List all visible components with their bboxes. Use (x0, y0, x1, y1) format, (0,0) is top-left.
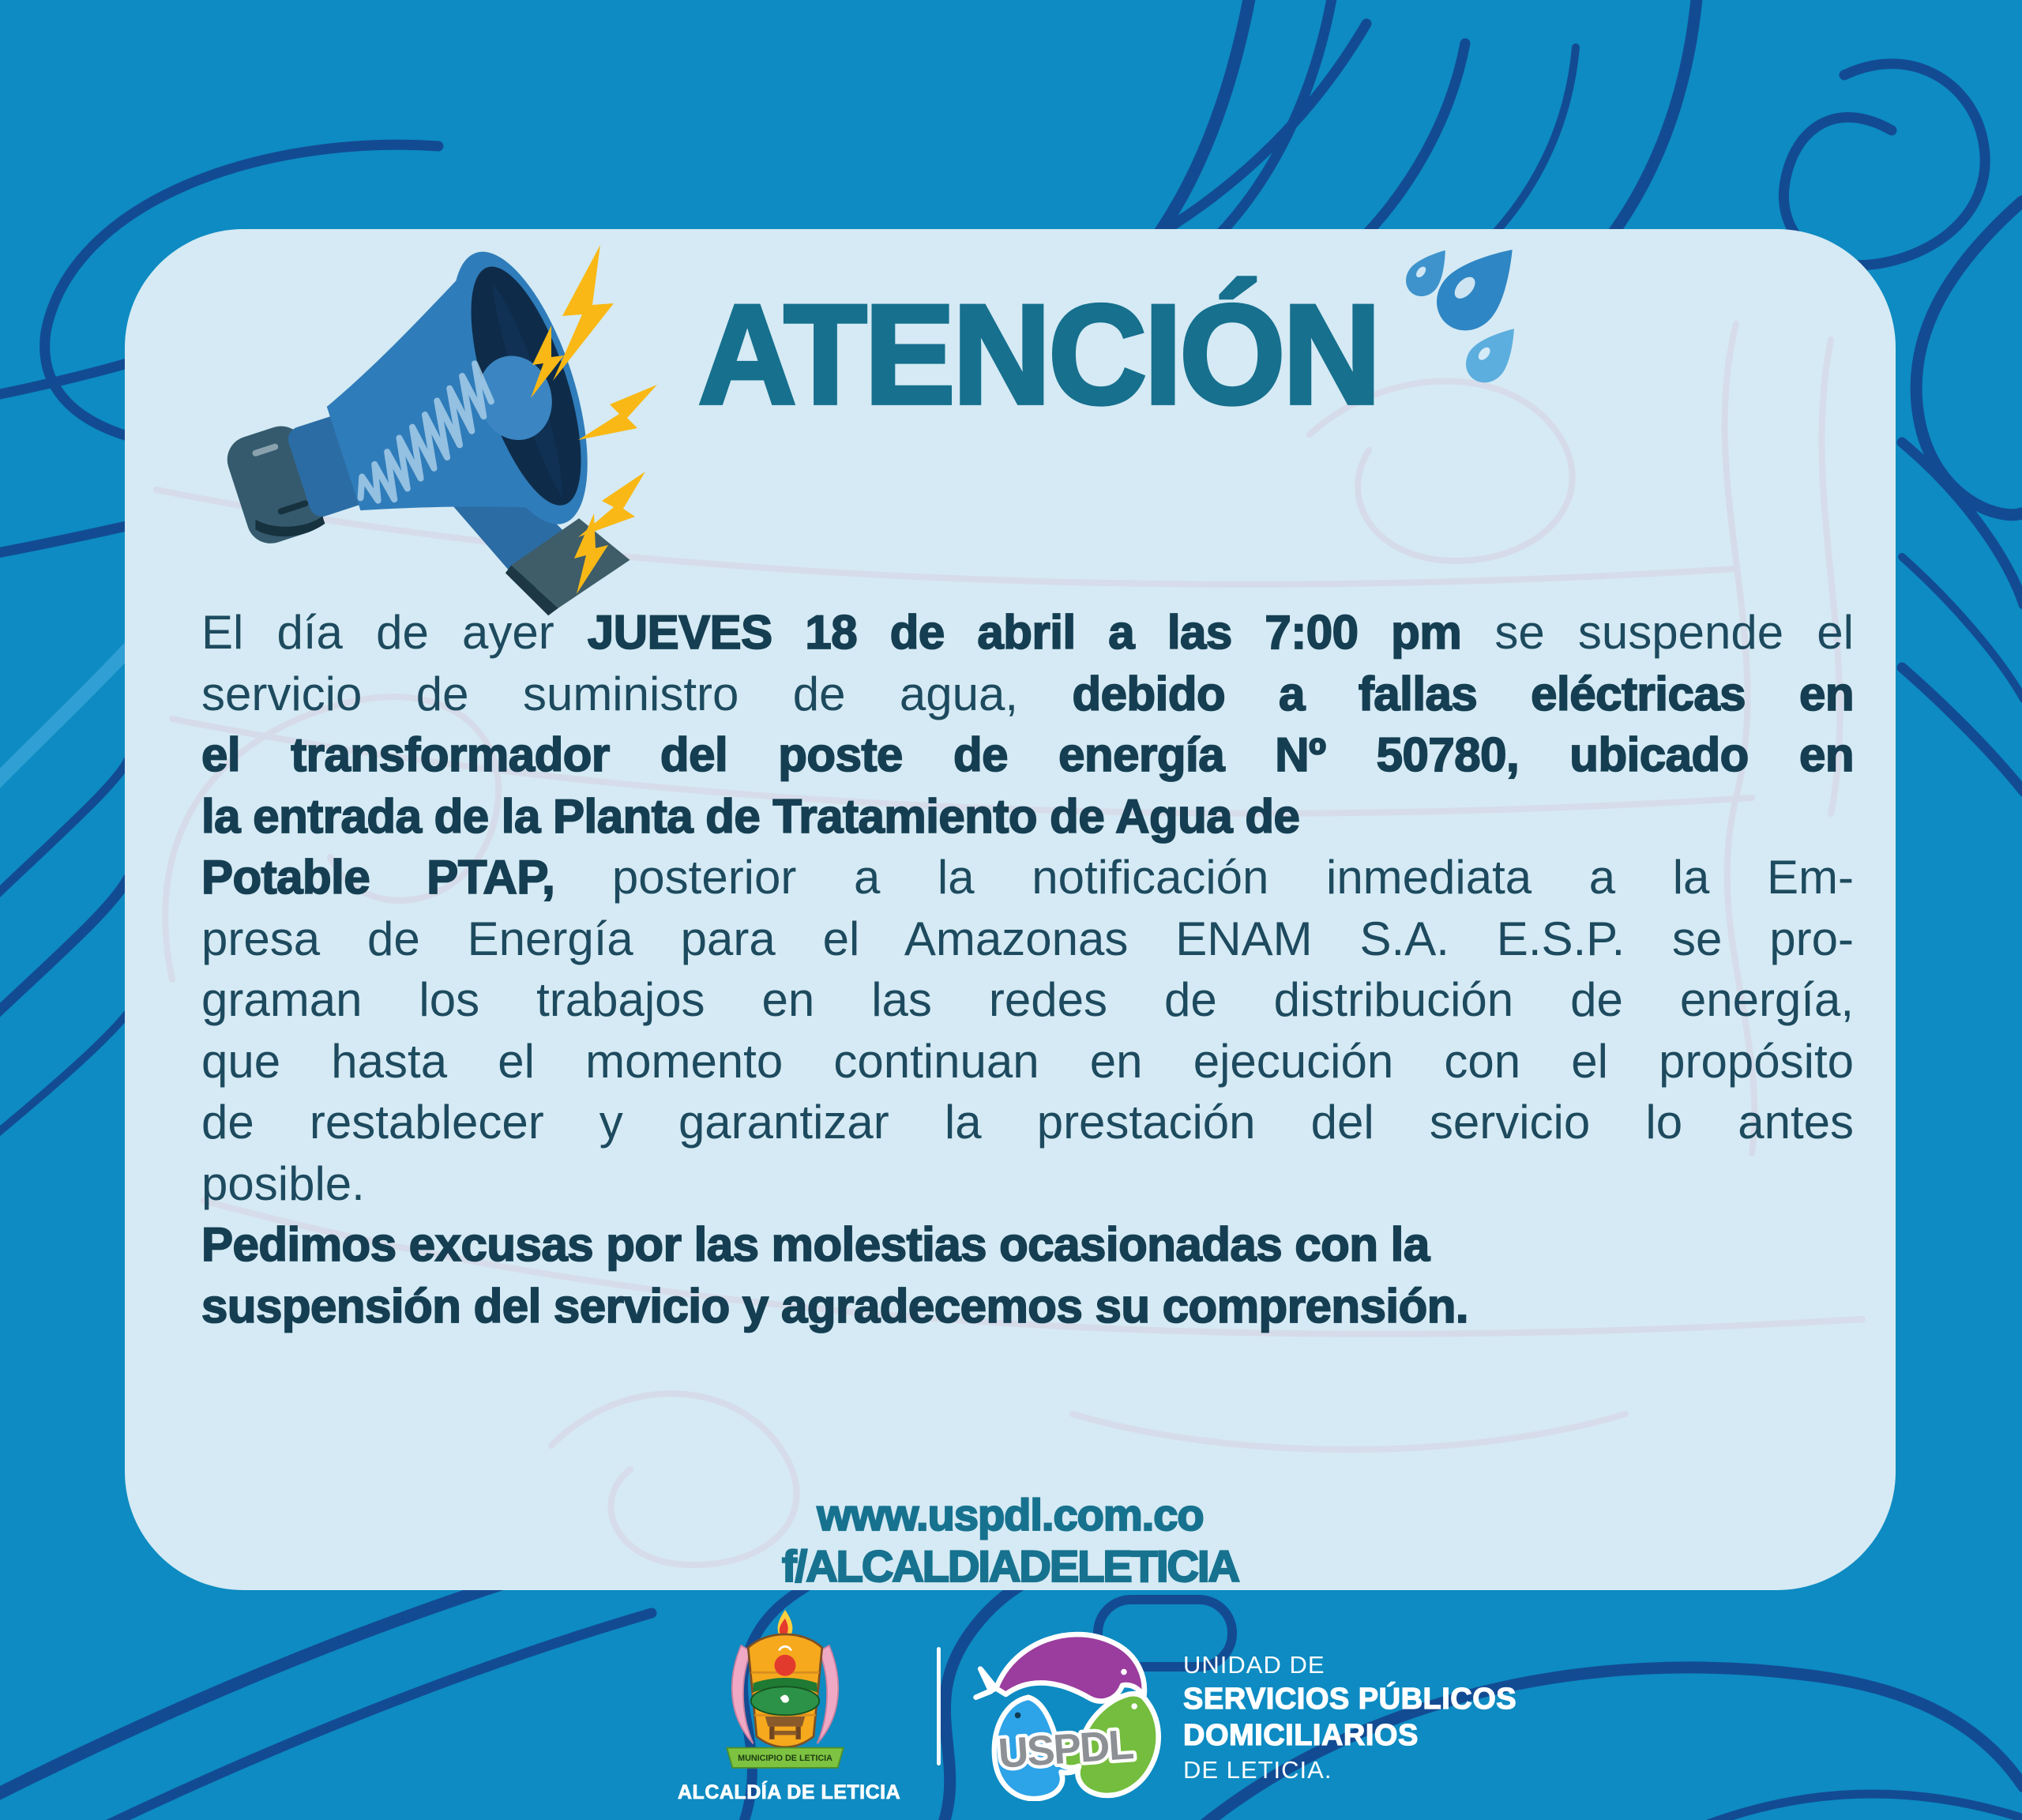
footer-divider (937, 1647, 941, 1765)
uspdl-acronym: USPDL (996, 1721, 1134, 1777)
unit-line-4: DE LETICIA. (1183, 1756, 1332, 1784)
body-line: servicio de suministro de agua, debido a fallas eléctricas en (201, 667, 1854, 720)
unit-line-3: DOMICILIARIOS (1183, 1719, 1419, 1752)
facebook-link: f/ALCALDIADELETICIA (782, 1541, 1238, 1591)
body-line: suspensión del servicio y agradecemos su comprensión. (201, 1279, 1469, 1333)
body-line: de restablecer y garantizar la prestación del servicio lo antes (201, 1096, 1854, 1149)
body-line: la entrada de la Planta de Tratamiento de Agua de (201, 789, 1300, 843)
unit-line-1: UNIDAD DE (1183, 1651, 1325, 1679)
body-line: posible. (201, 1156, 365, 1210)
body-line: que hasta el momento continuan en ejecución con el propósito (201, 1034, 1854, 1088)
unit-line-2: SERVICIOS PÚBLICOS (1183, 1683, 1517, 1716)
alcaldia-crest-logo (714, 1608, 856, 1776)
uspdl-logo (970, 1613, 1164, 1801)
alcaldia-label: ALCALDÍA DE LETICIA (678, 1781, 901, 1803)
body-line: el transformador del poste de energía Nº 50780, ubicado en (201, 728, 1854, 781)
body-line: presa de Energía para el Amazonas ENAM S.A. E.S.P. se pro- (201, 912, 1854, 965)
body-line: graman los trabajos en las redes de distribución de energía, (201, 973, 1854, 1026)
announcement-body (201, 602, 1854, 1337)
body-line: Potable PTAP, posterior a la notificación inmediata a la Em- (201, 851, 1854, 904)
links-block (125, 1490, 1896, 1592)
website-link: www.uspdl.com.co (817, 1490, 1204, 1540)
body-line: El día de ayer JUEVES 18 de abril a las 7:00 pm se suspende el (201, 606, 1854, 659)
megaphone-icon (183, 223, 720, 649)
water-drops-icon (1392, 242, 1531, 404)
page-title: ATENCIÓN (698, 276, 1379, 434)
municipio-banner-label: MUNICIPIO DE LETICIA (738, 1753, 832, 1763)
body-line: Pedimos excusas por las molestias ocasionadas con la (201, 1218, 1430, 1271)
alcaldia-logo-block (678, 1608, 901, 1804)
unit-text-block (1183, 1649, 1516, 1787)
